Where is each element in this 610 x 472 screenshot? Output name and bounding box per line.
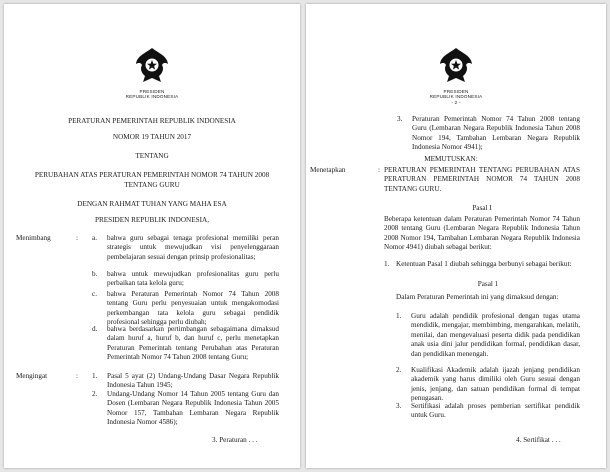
subject-line-2: TENTANG GURU bbox=[124, 181, 180, 189]
menetapkan-colon: : bbox=[378, 166, 380, 174]
definition-key-1: 1. bbox=[396, 312, 402, 320]
page-number: - 2 - bbox=[451, 100, 461, 106]
definition-item-1: Guru adalah pendidik profesional dengan tugas utama mendidik, mengajar, membimbing, mengarahkan, melatih, menilai, dan mengevaluasi peserta didik pada pendidikan anak usia dini jalur pendidikan formal, pendidikan dasar, dan pendidikan menengah. bbox=[411, 312, 580, 358]
menetapkan-text: PERATURAN PEMERINTAH TENTANG PERUBAHAN ATAS PERATURAN PEMERINTAH NOMOR 74 TAHUN 2008 TENTANG GURU. bbox=[384, 166, 580, 193]
definition-key-3: 3. bbox=[396, 402, 402, 410]
about-heading: TENTANG bbox=[135, 152, 169, 160]
regulation-title: PERATURAN PEMERINTAH REPUBLIK INDONESIA bbox=[68, 117, 236, 125]
menimbang-key-d: d. bbox=[92, 325, 98, 333]
change-key-1: 1. bbox=[384, 260, 390, 268]
page-continuation: 4. Sertifikat . . . bbox=[516, 436, 561, 444]
regulation-number: NOMOR 19 TAHUN 2017 bbox=[112, 133, 192, 141]
mengingat-label: Mengingat bbox=[16, 372, 48, 380]
menimbang-label: Menimbang bbox=[16, 234, 51, 242]
emblem-caption-line2: REPUBLIK INDONESIA bbox=[429, 94, 483, 100]
menetapkan-label: Menetapkan bbox=[310, 166, 346, 174]
pasal-I-heading: Pasal I bbox=[472, 204, 492, 212]
mengingat-item-3: Peraturan Pemerintah Nomor 74 Tahun 2008 tentang Guru (Lembaran Negara Republik Indonesia Tahun 2008 Nomor 194, Tambahan Lembaran Negara Republik Indonesia Nomor 4941); bbox=[412, 115, 580, 152]
garuda-emblem-icon bbox=[438, 46, 474, 86]
menimbang-item-b: bahwa untuk mewujudkan profesionalitas guru perlu perbaikan tata kelola guru; bbox=[107, 270, 279, 288]
menimbang-item-c: bahwa Peraturan Pemerintah Nomor 74 Tahun 2008 tentang Guru perlu penyesuaian untuk mengakomodasi perkembangan tata kelola guru sebagai pendidik profesional sehingga perlu diubah; bbox=[107, 290, 279, 327]
menimbang-item-d: bahwa berdasarkan pertimbangan sebagaimana dimaksud dalam huruf a, huruf b, dan huruf c, perlu menetapkan Peraturan Pemerintah tentang Perubahan atas Peraturan Pemerintah Nomor 74 Tahun 2008 tentang Guru; bbox=[107, 325, 279, 362]
page-continuation: 3. Peraturan . . . bbox=[212, 436, 258, 444]
blessing-line: DENGAN RAHMAT TUHAN YANG MAHA ESA bbox=[77, 200, 227, 208]
decide-heading: MEMUTUSKAN: bbox=[424, 155, 478, 163]
emblem-caption-line1: PRESIDEN bbox=[139, 89, 165, 94]
pasal-1-heading: Pasal 1 bbox=[477, 280, 499, 288]
mengingat-key-2: 2. bbox=[92, 390, 98, 398]
definition-item-3: Sertifikasi adalah proses pemberian sertifikat pendidik untuk Guru. bbox=[411, 402, 580, 420]
definition-item-2: Kualifikasi Akademik adalah ijazah jenjang pendidikan akademik yang harus dimiliki oleh Guru sesuai dengan jenis, jenjang, dan satuan pendidikan formal di tempat penugasan. bbox=[411, 366, 580, 403]
menimbang-key-c: c. bbox=[92, 290, 97, 298]
menimbang-key-b: b. bbox=[92, 270, 98, 278]
mengingat-colon: : bbox=[76, 372, 78, 380]
menimbang-colon: : bbox=[76, 234, 78, 242]
mengingat-item-1: Pasal 5 ayat (2) Undang-Undang Dasar Negara Republik Indonesia Tahun 1945; bbox=[107, 372, 279, 390]
president-line: PRESIDEN REPUBLIK INDONESIA, bbox=[94, 216, 209, 224]
mengingat-key-3: 3. bbox=[397, 115, 403, 123]
menimbang-item-a: bahwa guru sebagai tenaga profesional memiliki peran strategis untuk mewujudkan visi penyelenggaraan pembelajaran sesuai dengan prinsip profesionalitas; bbox=[107, 234, 279, 261]
subject-line-1: PERUBAHAN ATAS PERATURAN PEMERINTAH NOMOR 74 TAHUN 2008 bbox=[34, 171, 270, 179]
document-page-1 bbox=[4, 4, 300, 468]
pasal-I-intro: Beberapa ketentuan dalam Peraturan Pemerintah Nomor 74 Tahun 2008 tentang Guru (Lembaran Negara Republik Indonesia Tahun 2008 Nomor 194, Tambahan Lembaran Negara Republik Indonesia Nomor 4941) diubah sebagai berikut: bbox=[384, 215, 580, 252]
garuda-emblem-icon bbox=[134, 46, 170, 86]
change-text-1: Ketentuan Pasal 1 diubah sehingga berbunyi sebagai berikut: bbox=[396, 260, 572, 268]
pasal-1-intro: Dalam Peraturan Pemerintah ini yang dimaksud dengan: bbox=[396, 293, 559, 301]
mengingat-key-1: 1. bbox=[92, 372, 98, 380]
emblem-caption-line2: REPUBLIK INDONESIA bbox=[125, 94, 179, 100]
emblem-caption-line1: PRESIDEN bbox=[443, 89, 469, 94]
mengingat-item-2: Undang-Undang Nomor 14 Tahun 2005 tentang Guru dan Dosen (Lembaran Negara Republik Indonesia Tahun 2005 Nomor 157, Tambahan Lembaran Negara Republik Indonesia Nomor 4586); bbox=[107, 390, 279, 427]
menimbang-key-a: a. bbox=[92, 234, 97, 242]
document-page-2 bbox=[306, 4, 606, 468]
definition-key-2: 2. bbox=[396, 366, 402, 374]
